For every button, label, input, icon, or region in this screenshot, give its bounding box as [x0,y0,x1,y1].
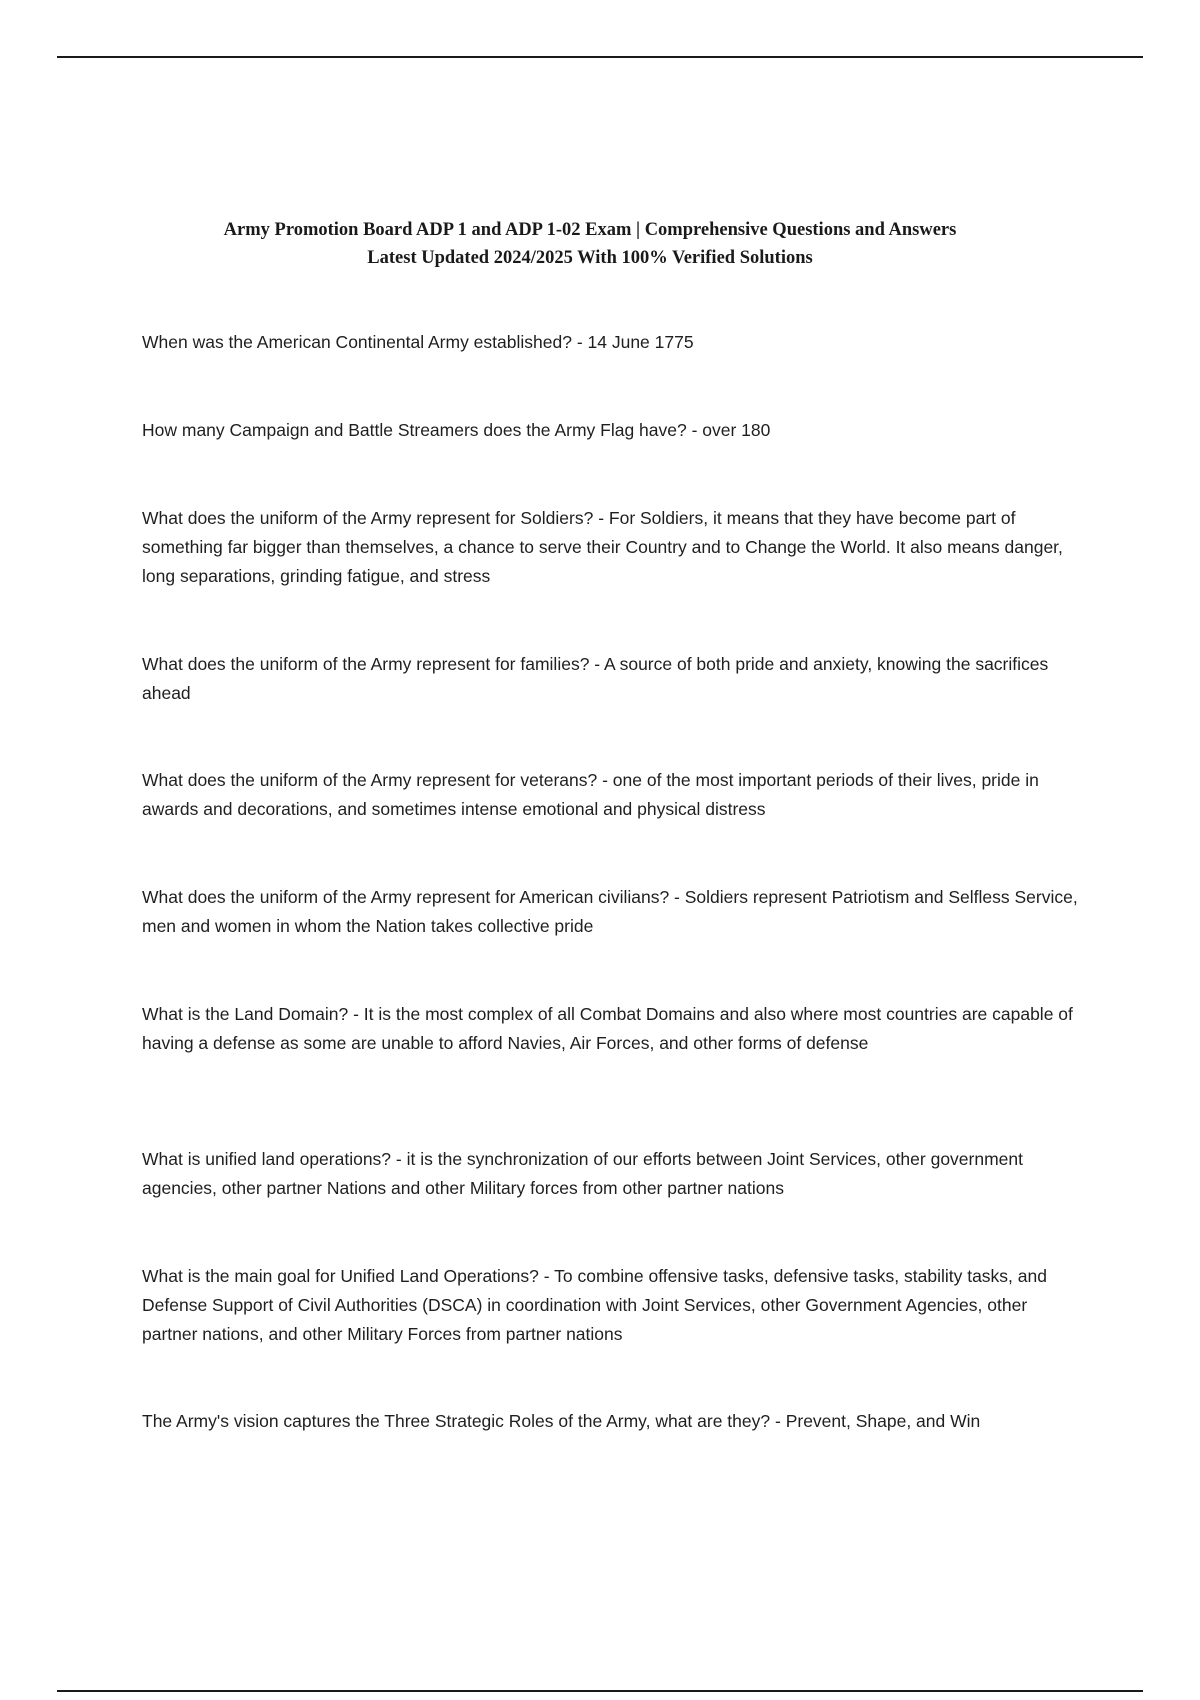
answer-text: Soldiers represent Patriotism and Selfless Service, men and women in whom the Nation takes collective pride [142,887,1078,936]
answer-text: For Soldiers, it means that they have become part of something far bigger than themselves, a chance to serve their Country and to Change the World. It also means danger, long separations, grinding fatigue, and stress [142,508,1063,586]
question-text: What does the uniform of the Army represent for Soldiers? - [142,508,609,528]
title-line-1: Army Promotion Board ADP 1 and ADP 1-02 Exam | Comprehensive Questions and Answers [223,220,957,240]
qa-item [142,1000,1082,1058]
title-line-2: Latest Updated 2024/2025 With 100% Verified Solutions [367,248,813,268]
question-text: What does the uniform of the Army represent for veterans? - [142,770,613,790]
qa-item [142,504,1082,591]
qa-item [142,328,1082,357]
question-text: What is the Land Domain? - [142,1004,364,1024]
question-text: What is the main goal for Unified Land Operations? - [142,1266,554,1286]
bottom-rule [57,1690,1143,1692]
top-rule [57,56,1143,58]
qa-item [142,883,1082,941]
question-text: When was the American Continental Army established? - [142,332,588,352]
qa-item [142,650,1082,708]
qa-item [142,766,1082,824]
question-text: What is unified land operations? - [142,1149,407,1169]
answer-text: A source of both pride and anxiety, knowing the sacrifices ahead [142,654,1049,703]
answer-text: To combine offensive tasks, defensive tasks, stability tasks, and Defense Support of Civil Authorities (DSCA) in coordination with Joint Services, other Government Agencies, other partner nations, and other Military Forces from partner nations [142,1266,1047,1344]
answer-text: It is the most complex of all Combat Domains and also where most countries are capable of having a defense as some are unable to afford Navies, Air Forces, and other forms of defense [142,1004,1073,1053]
question-text: The Army's vision captures the Three Strategic Roles of the Army, what are they? - [142,1411,786,1431]
answer-text: it is the synchronization of our efforts between Joint Services, other government agencies, other partner Nations and other Military forces from other partner nations [142,1149,1023,1198]
qa-item [142,1407,1082,1436]
answer-text: over 180 [702,420,771,440]
qa-item [142,1262,1082,1349]
answer-text: one of the most important periods of their lives, pride in awards and decorations, and sometimes intense emotional and physical distress [142,770,1039,819]
question-text: What does the uniform of the Army represent for American civilians? - [142,887,685,907]
answer-text: 14 June 1775 [587,332,694,352]
answer-text: Prevent, Shape, and Win [785,1411,981,1431]
qa-item [142,416,1082,445]
question-text: How many Campaign and Battle Streamers does the Army Flag have? - [142,420,702,440]
question-text: What does the uniform of the Army represent for families? - [142,654,604,674]
page-title [140,216,1040,272]
qa-item [142,1145,1082,1203]
